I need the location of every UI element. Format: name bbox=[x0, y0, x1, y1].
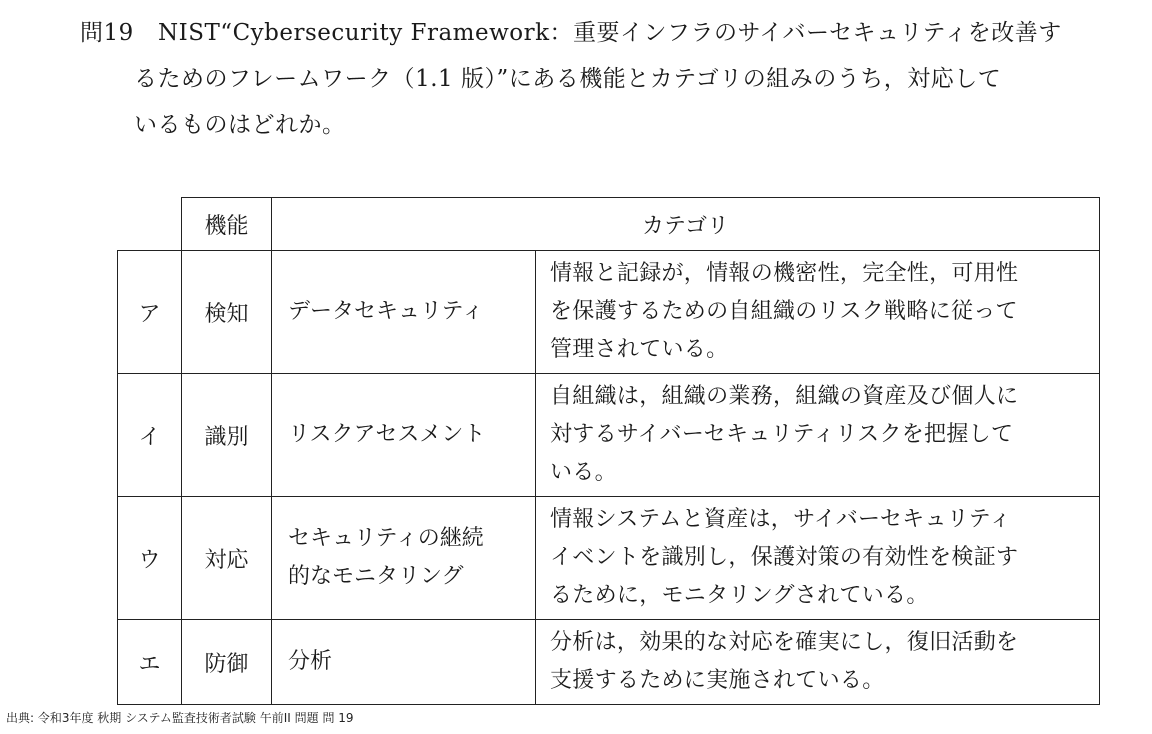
header-function: 機能 bbox=[182, 198, 272, 251]
table-header-row bbox=[118, 198, 1100, 251]
description-cell bbox=[536, 497, 1100, 620]
category-line: データセキュリティ bbox=[288, 299, 484, 324]
description-line: 管理されている。 bbox=[550, 337, 729, 362]
function-cell: 対応 bbox=[182, 497, 272, 620]
header-blank-cell bbox=[118, 198, 182, 251]
description-line: 情報と記録が，情報の機密性，完全性，可用性 bbox=[550, 261, 1019, 286]
category-line: 分析 bbox=[288, 649, 333, 674]
table-row bbox=[118, 251, 1100, 374]
category-line: セキュリティの継続 bbox=[288, 526, 484, 551]
description-cell bbox=[536, 620, 1100, 705]
question-line-2: るためのフレームワーク（1.1 版）”にある機能とカテゴリの組みのうち，対応して bbox=[134, 66, 1002, 92]
description-line: いる。 bbox=[550, 460, 617, 485]
question-text bbox=[80, 10, 1090, 148]
header-category: カテゴリ bbox=[272, 198, 1100, 251]
description-line: 分析は，効果的な対応を確実にし，復旧活動を bbox=[550, 630, 1019, 655]
description-cell bbox=[536, 374, 1100, 497]
table-row bbox=[118, 620, 1100, 705]
description-line: 自組織は，組織の業務，組織の資産及び個人に bbox=[550, 384, 1019, 409]
function-cell: 防御 bbox=[182, 620, 272, 705]
description-line: るために，モニタリングされている。 bbox=[550, 583, 929, 608]
category-line: 的なモニタリング bbox=[288, 564, 464, 589]
description-line: を保護するための自組織のリスク戦略に従って bbox=[550, 299, 1018, 324]
table-row bbox=[118, 374, 1100, 497]
description-cell bbox=[536, 251, 1100, 374]
table-row bbox=[118, 497, 1100, 620]
choice-letter: ア bbox=[118, 251, 182, 374]
description-line: 対するサイバーセキュリティリスクを把握して bbox=[550, 422, 1014, 447]
choice-letter: エ bbox=[118, 620, 182, 705]
category-cell bbox=[272, 251, 536, 374]
question-line-3: いるものはどれか。 bbox=[134, 112, 346, 138]
category-line: リスクアセスメント bbox=[288, 422, 486, 447]
choice-letter: イ bbox=[118, 374, 182, 497]
description-line: 情報システムと資産は，サイバーセキュリティ bbox=[550, 507, 1012, 532]
answer-table bbox=[117, 197, 1100, 705]
category-cell bbox=[272, 620, 536, 705]
function-cell: 識別 bbox=[182, 374, 272, 497]
description-line: 支援するために実施されている。 bbox=[550, 668, 885, 693]
question-number: 問19 bbox=[80, 20, 134, 46]
question-line-1: NIST“Cybersecurity Framework：重要インフラのサイバーセキュリティを改善す bbox=[158, 20, 1062, 46]
choice-letter: ウ bbox=[118, 497, 182, 620]
function-cell: 検知 bbox=[182, 251, 272, 374]
category-cell bbox=[272, 497, 536, 620]
description-line: イベントを識別し，保護対策の有効性を検証す bbox=[550, 545, 1019, 570]
source-citation: 出典: 令和3年度 秋期 システム監査技術者試験 午前II 問題 問 19 bbox=[6, 711, 354, 725]
category-cell bbox=[272, 374, 536, 497]
